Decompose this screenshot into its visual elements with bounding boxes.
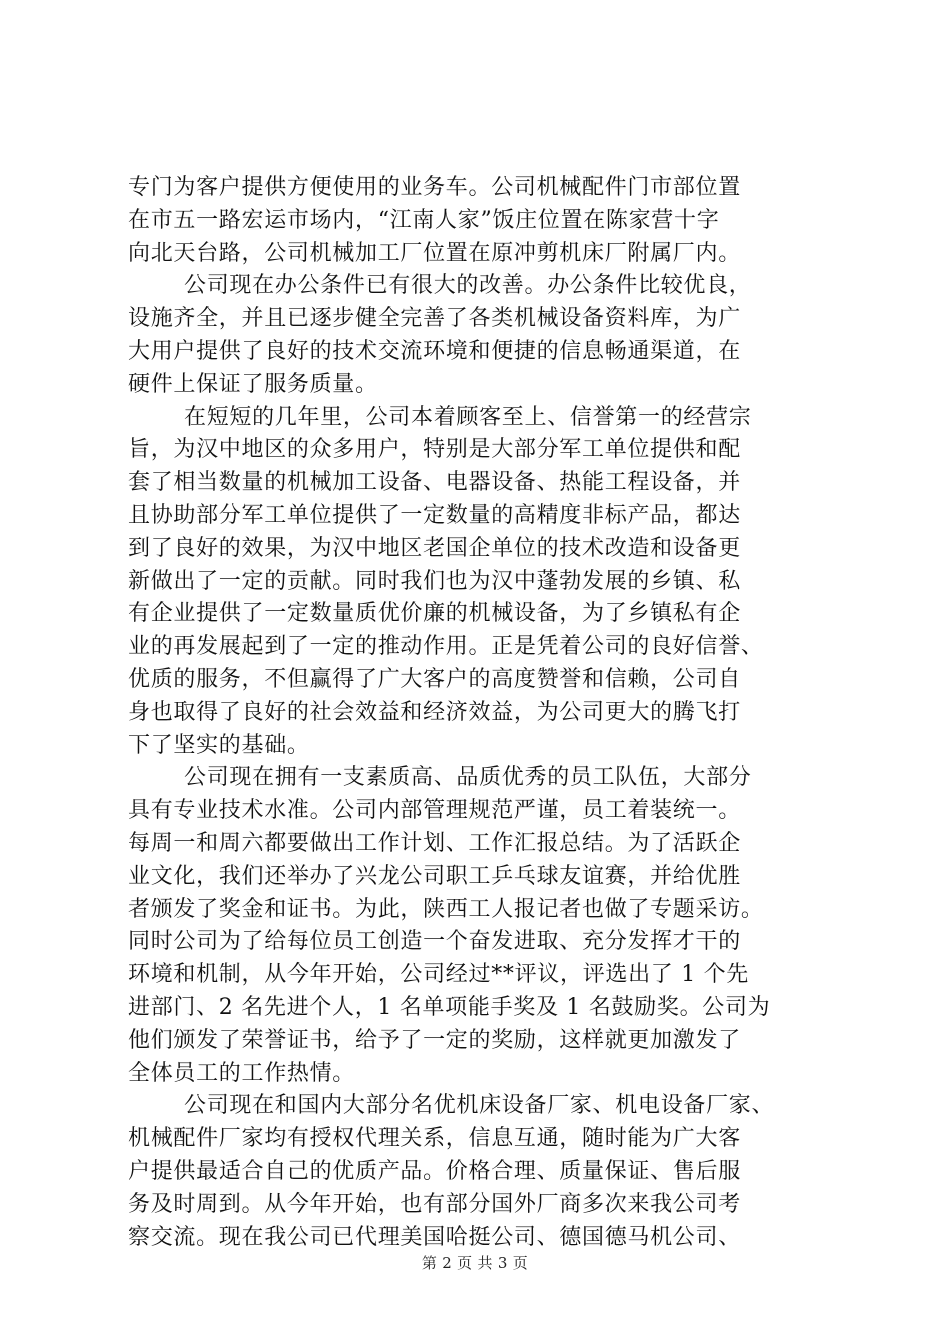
text-line: 全体员工的工作热情。 [128, 1060, 356, 1086]
text-line: 到了良好的效果，为汉中地区老国企单位的技术改造和设备更 [128, 535, 741, 561]
text-line: 向北天台路，公司机械加工厂位置在原冲剪机床厂附属厂内。 [128, 240, 741, 266]
document-body [128, 172, 832, 1254]
text-line: 专门为客户提供方便使用的业务车。公司机械配件门市部位置 [128, 175, 741, 200]
text-line: 优质的服务，不但赢得了广大客户的高度赞誉和信赖，公司自 [128, 666, 741, 692]
text-line: 者颁发了奖金和证书。为此，陕西工人报记者也做了专题采访。 [128, 896, 764, 922]
text-line: 进部门、2 名先进个人，1 名单项能手奖及 1 名鼓励奖。公司为 [128, 994, 771, 1020]
text-line: 硬件上保证了服务质量。 [128, 371, 378, 397]
text-line: 环境和机制，从今年开始，公司经过**评议，评选出了 1 个先 [128, 962, 749, 988]
text-line: 同时公司为了给每位员工创造一个奋发进取、充分发挥才干的 [128, 929, 741, 955]
text-line: 设施齐全，并且已逐步健全完善了各类机械设备资料库，为广 [128, 306, 741, 332]
text-line: 他们颁发了荣誉证书，给予了一定的奖励，这样就更加激发了 [128, 1027, 741, 1053]
text-line: 套了相当数量的机械加工设备、电器设备、热能工程设备，并 [128, 470, 741, 496]
text-line: 机械配件厂家均有授权代理关系，信息互通，随时能为广大客 [128, 1126, 741, 1152]
text-line: 业的再发展起到了一定的推动作用。正是凭着公司的良好信誉、 [128, 634, 764, 660]
text-line: 在市五一路宏运市场内，“江南人家”饭庄位置在陈家营十字 [128, 207, 720, 233]
text-line: 公司现在拥有一支素质高、品质优秀的员工队伍，大部分 [184, 765, 752, 791]
text-line: 业文化，我们还举办了兴龙公司职工乒乓球友谊赛，并给优胜 [128, 863, 741, 889]
text-line: 公司现在和国内大部分名优机床设备厂家、机电设备厂家、 [184, 1093, 775, 1119]
text-line: 新做出了一定的贡献。同时我们也为汉中蓬勃发展的乡镇、私 [128, 568, 741, 594]
text-line: 且协助部分军工单位提供了一定数量的高精度非标产品，都达 [128, 502, 741, 528]
text-line: 每周一和周六都要做出工作计划、工作汇报总结。为了活跃企 [128, 830, 741, 856]
text-line: 下了坚实的基础。 [128, 732, 310, 758]
text-line: 在短短的几年里，公司本着顾客至上、信誉第一的经营宗 [184, 404, 752, 430]
page-footer: 第 2 页 共 3 页 [421, 1254, 529, 1272]
text-line: 具有专业技术水准。公司内部管理规范严谨，员工着装统一。 [128, 798, 741, 824]
text-line: 察交流。现在我公司已代理美国哈挺公司、德国德马机公司、 [128, 1224, 741, 1250]
text-line: 户提供最适合自己的优质产品。价格合理、质量保证、售后服 [128, 1158, 741, 1184]
text-line: 有企业提供了一定数量质优价廉的机械设备，为了乡镇私有企 [128, 601, 741, 627]
text-line: 大用户提供了良好的技术交流环境和便捷的信息畅通渠道，在 [128, 338, 741, 364]
text-line: 公司现在办公条件已有很大的改善。办公条件比较优良， [184, 273, 752, 299]
text-line: 身也取得了良好的社会效益和经济效益，为公司更大的腾飞打 [128, 699, 741, 725]
text-line: 旨，为汉中地区的众多用户，特别是大部分军工单位提供和配 [128, 437, 741, 463]
text-line: 务及时周到。从今年开始，也有部分国外厂商多次来我公司考 [128, 1191, 741, 1217]
